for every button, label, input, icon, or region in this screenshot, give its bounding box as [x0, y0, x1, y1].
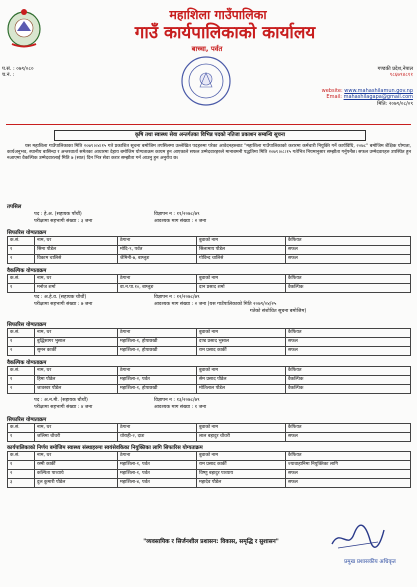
table-header-row: [8, 452, 411, 461]
header-father: बुवाको नाम: [197, 237, 286, 246]
vacancy-2: विज्ञापन न : १२/२०७८/७९: [154, 295, 200, 300]
table-row: [8, 255, 411, 264]
cell-sn: ३: [8, 479, 35, 488]
required-3: आवश्यक माग संख्या : १ जना: [154, 405, 207, 410]
cell-name: जलिमा चौधरी: [35, 433, 118, 442]
cell-remarks: सफल: [286, 433, 411, 442]
cell-father: गोविन्द चालिसे: [197, 255, 286, 264]
header-remarks: कैफियत: [286, 275, 411, 284]
website-link[interactable]: www.mahashilamun.gov.np: [344, 88, 413, 94]
header-remarks: कैफियत: [286, 452, 411, 461]
cell-address: महाशिला-४, पर्वत: [118, 479, 197, 488]
alt-title-2: वैकल्पिक योग्यताक्रम: [7, 360, 47, 366]
table-row: [8, 338, 411, 347]
table-header-row: [8, 237, 411, 246]
tapsil-heading: तपसिल: [7, 204, 22, 210]
cell-address: जैमिनी-७, बाग्लुङ: [118, 255, 197, 264]
phone-number: ९८६७९४८११: [389, 72, 413, 78]
cell-remarks: ज्यावाहानिमा नियुक्तिका लागि: [286, 461, 411, 470]
header-remarks: कैफियत: [286, 424, 411, 433]
table-section-1: [7, 236, 411, 264]
table-row: [8, 433, 411, 442]
office-seal-icon: [180, 55, 232, 107]
table-row: [8, 479, 411, 488]
applicants-3: परीक्षामा सहभागी संख्या : ४ जना: [34, 405, 93, 410]
cell-remarks: सफल: [286, 246, 411, 255]
cell-sn: १: [8, 376, 35, 385]
signature-icon: [328, 520, 388, 554]
header-sn: क.सं.: [8, 237, 35, 246]
header-father: बुवाको नाम: [197, 452, 286, 461]
cell-sn: २: [8, 385, 35, 394]
header-address: ठेगाना: [118, 275, 197, 284]
footer-slogan: "व्यवसायिक र सिर्जनशील प्रशासन: विकास, समृद्धि र सुशासन": [143, 539, 279, 545]
cell-name: विकाम चालिसे: [35, 255, 118, 264]
cell-address: महाशिला-१, पर्वत: [118, 461, 197, 470]
cell-name: हिमा पौडेल: [35, 376, 118, 385]
table-header-row: [8, 329, 411, 338]
header-name: नाम, थर: [35, 329, 118, 338]
cell-remarks: सफल: [286, 255, 411, 264]
dispatch-number: च.नं. :: [2, 72, 15, 78]
alt-table-section-1: [7, 274, 411, 293]
required-2: आवश्यक माग संख्या : २ जना (यस गाउँपालिकाको मिति २०७९/०४/२५: [154, 302, 277, 307]
cell-sn: १: [8, 461, 35, 470]
cell-address: महाशिला-१, होपाछाडी: [118, 338, 197, 347]
table-row: [8, 461, 411, 470]
header-name: नाम, थर: [35, 237, 118, 246]
cell-sn: १: [8, 246, 35, 255]
header-name: नाम, थर: [35, 275, 118, 284]
list-title-4: कार्यपालिकाको निर्णय बमोजिम स्वास्थ्य संस्थाहरुमा स्वयंसेवकिका नियुक्तिका लागि सिफारिस योग्यताक्रम: [7, 445, 203, 451]
cell-sn: १: [8, 338, 35, 347]
list-title-2: सिफारिस योग्यताक्रम: [7, 322, 47, 328]
reference-number: प.सं. : ०७९/०८०: [2, 66, 34, 72]
table-row: [8, 385, 411, 394]
cell-father: मोतिलाल पौडेल: [197, 385, 286, 394]
cell-name: कल्पिता पाध्याये: [35, 470, 118, 479]
table-header-row: [8, 367, 411, 376]
header-address: ठेगाना: [118, 329, 197, 338]
cell-father: लाल बहादुर चौधरी: [197, 433, 286, 442]
header-sn: क.सं.: [8, 367, 35, 376]
cell-remarks: वैकल्पिक: [286, 385, 411, 394]
cell-sn: २: [8, 470, 35, 479]
cell-address: मोदि-९, पर्वत: [118, 246, 197, 255]
post-1: पद : हे.अ. (सहायक पाँचौं): [34, 212, 82, 217]
header-name: नाम, थर: [35, 367, 118, 376]
cell-address: महाशिला-२, होपाछाडी: [118, 347, 197, 356]
alt-title-1: वैकल्पिक योग्यताक्रम: [7, 268, 47, 274]
header-address: ठेगाना: [118, 424, 197, 433]
header-father: बुवाको नाम: [197, 329, 286, 338]
header-name: नाम, थर: [35, 452, 118, 461]
contact-block: [268, 66, 413, 107]
list-title-1: सिफारिस योग्यताक्रम: [7, 230, 47, 236]
table-row: [8, 347, 411, 356]
cell-name: जावस्वर पौडेल: [35, 385, 118, 394]
cell-remarks: सफल: [286, 470, 411, 479]
vacancy-3: विज्ञापन न : १३/२०७८/७९: [154, 398, 200, 403]
header-father: बुवाको नाम: [197, 367, 286, 376]
required-note-2: गतेको संशोधित सूचना बमोजिम): [250, 309, 307, 314]
cell-name: दुल कुमारी पौडेल: [35, 479, 118, 488]
cell-address: महाशिला-१, पर्वत: [118, 470, 197, 479]
required-1: आवश्यक माग संख्या : २ जना: [154, 219, 207, 224]
email-link[interactable]: mahashilagapa@gmail.com: [343, 94, 413, 100]
cell-address: वा.न.पा.१०, बाग्लुङ: [118, 284, 197, 293]
signatory-role: प्रमुख प्रशासकीय अधिकृत: [344, 559, 396, 565]
applicants-2: परीक्षामा सहभागी संख्या : ७ जना: [34, 302, 93, 307]
cell-address: महाशिला-२, पर्वत: [118, 376, 197, 385]
table-row: [8, 470, 411, 479]
table-row: [8, 284, 411, 293]
cell-father: दान प्रसाद शर्मा: [197, 284, 286, 293]
header-sn: क.सं.: [8, 424, 35, 433]
table-section-3: [7, 423, 411, 442]
cell-remarks: सफल: [286, 347, 411, 356]
cell-name: मनोज शर्मा: [35, 284, 118, 293]
header-father: बुवाको नाम: [197, 424, 286, 433]
list-title-3: सिफारिस योग्यताक्रम: [7, 417, 47, 423]
header-remarks: कैफियत: [286, 367, 411, 376]
header-address: ठेगाना: [118, 367, 197, 376]
header-sn: क.सं.: [8, 275, 35, 284]
cell-sn: २: [8, 347, 35, 356]
cell-remarks: वैकल्पिक: [286, 284, 411, 293]
office-title: गाउँ कार्यपालिकाको कार्यालय: [134, 23, 316, 43]
header-father: बुवाको नाम: [197, 275, 286, 284]
cell-name: सुमन कार्की: [35, 347, 118, 356]
cell-father: सेम प्रसाद पौडेल: [197, 376, 286, 385]
cell-sn: २: [8, 255, 35, 264]
cell-remarks: वैकल्पिक: [286, 376, 411, 385]
email-label: Email:: [326, 94, 342, 100]
notice-paragraph: यस महाशिला गाउँपालिकाका मिति २०७९।०४।१५ गते प्रकाशित सूचना बमोजिम तपसिलमा उल्लेखित पदहरुमा परेका आवेदनहरुबाट "महाशिला गाउँपालिकाको करारमा कर्मचारी नियुक्ति गर्ने कार्यविधि, २०७८" बमोजिम शैक्षिक योग्यता, कार्यअनुभव, स्थानीय बासिन्दा र अन्तरवार्ता समेतका आधारमा देहाय बमोजिम योग्यताक्रम कायम हुन आएकाले सफल उम्मेदवारहरुले मानाबमनी पद्धतिमा मिति २०७९।०८।१५ गतेभित्र नियमानुसार सम्झौता गर्नुपर्नेछ। सफल उम्मेदवारहरु उपस्थित हुन नआएमा वैकल्पिक उम्मेदवारलाई मिति ७ (सात) दिन भित्र सेवा करार सम्झौता गर्न आउनु हुन अनुरोध छ।: [7, 144, 411, 162]
header-address: ठेगाना: [118, 237, 197, 246]
header-divider: [6, 124, 411, 125]
office-place: बाच्चा, पर्वत: [191, 45, 223, 53]
applicants-1: परीक्षामा सहभागी संख्या : ३ जना: [34, 219, 93, 224]
cell-father: राम प्रसाद कार्की: [197, 461, 286, 470]
cell-name: बुद्धिसागर भुसाल: [35, 338, 118, 347]
cell-name: सिमा पौडेल: [35, 246, 118, 255]
vacancy-1: विज्ञापन न : ११/२०७८/७९: [154, 212, 200, 217]
cell-name: रस्मी कार्की: [35, 461, 118, 470]
province-label: गण्डकी प्रदेश,नेपाल: [377, 66, 413, 72]
table-row: [8, 246, 411, 255]
cell-father: दण्ड प्रसाद भुसाल: [197, 338, 286, 347]
cell-sn: १: [8, 433, 35, 442]
nepal-emblem-icon: [6, 7, 42, 49]
cell-father: राम प्रसाद कार्की: [197, 347, 286, 356]
table-section-4: [7, 451, 411, 488]
cell-address: धोराही-२, दाङ: [118, 433, 197, 442]
cell-remarks: सफल: [286, 338, 411, 347]
reference-block: [2, 66, 122, 78]
header-sn: क.सं.: [8, 329, 35, 338]
website-label: website:: [321, 88, 343, 94]
table-header-row: [8, 275, 411, 284]
cell-remarks: सफल: [286, 479, 411, 488]
notice-title: कृषि तथा स्वास्थ्य सेवा अन्तर्गतका विभिन्न पदको नतिजा प्रकाशन सम्बन्धि सूचना: [54, 130, 366, 141]
cell-sn: १: [8, 284, 35, 293]
header-remarks: कैफियत: [286, 329, 411, 338]
cell-father: महादेव पौडेल: [197, 479, 286, 488]
header-remarks: कैफियत: [286, 237, 411, 246]
table-row: [8, 376, 411, 385]
header-address: ठेगाना: [118, 452, 197, 461]
cell-address: महाशिला-१, होपाछाडी: [118, 385, 197, 394]
cell-father: विष्णु बहादुर पाध्याय: [197, 470, 286, 479]
table-header-row: [8, 424, 411, 433]
alt-table-section-2: [7, 366, 411, 394]
cell-father: सिलामाय पौडेल: [197, 246, 286, 255]
post-3: पद : अ.न.मी. (सहायक चौथौं): [34, 398, 88, 403]
post-2: पद : अ.हे.व. (सहायक चौथौं): [34, 295, 87, 300]
table-section-2: [7, 328, 411, 356]
notice-date: मिति: २०७९/०८/०९: [377, 101, 413, 107]
header-name: नाम, थर: [35, 424, 118, 433]
header-sn: क.सं.: [8, 452, 35, 461]
municipality-title: महाशिला गाउँपालिका: [169, 7, 267, 22]
